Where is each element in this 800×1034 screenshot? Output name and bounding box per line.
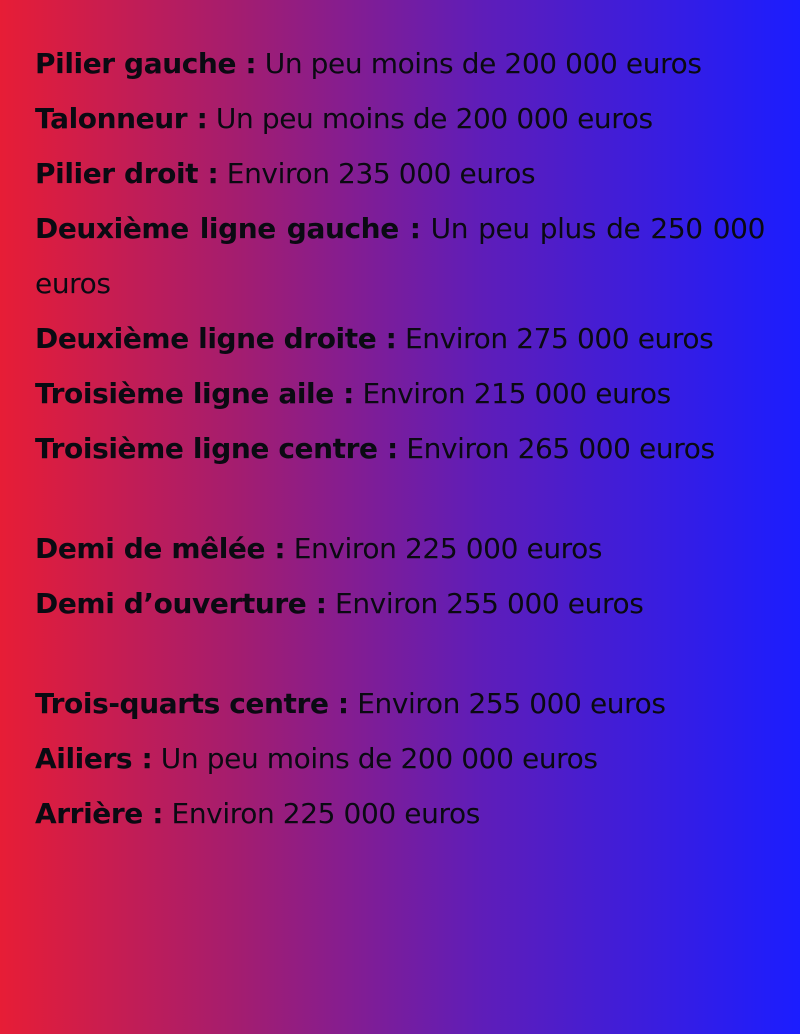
- salary-list: [35, 36, 765, 841]
- salary-item-pilier-droit: [35, 146, 765, 201]
- salary-value: Environ 225 000 euros: [171, 797, 480, 830]
- salary-item-arriere: [35, 786, 765, 841]
- salary-item-deuxieme-ligne-gauche: [35, 201, 765, 311]
- salary-label: Arrière :: [35, 797, 164, 830]
- salary-item-pilier-gauche: [35, 36, 765, 91]
- salary-item-talonneur: [35, 91, 765, 146]
- salary-item-troisieme-ligne-centre: [35, 421, 765, 476]
- salary-item-trois-quarts-centre: [35, 676, 765, 731]
- salary-value: Environ 275 000 euros: [404, 322, 714, 355]
- salary-value: Environ 215 000 euros: [362, 377, 671, 410]
- salary-label: Talonneur :: [35, 102, 208, 135]
- salary-label: Pilier gauche :: [35, 47, 257, 80]
- salary-item-ailiers: [35, 731, 765, 786]
- salary-value: Environ 265 000 euros: [406, 432, 715, 465]
- salary-item-demi-d-ouverture: [35, 576, 765, 631]
- salary-value: Un peu plus de 250 000 euros: [35, 212, 765, 300]
- salary-label: Pilier droit :: [35, 157, 219, 190]
- salary-value: Environ 255 000 euros: [335, 587, 644, 620]
- salary-label: Deuxième ligne droite :: [35, 322, 397, 355]
- salary-label: Trois-quarts centre :: [35, 687, 349, 720]
- salary-label: Demi de mêlée :: [35, 532, 286, 565]
- salary-label: Demi d’ouverture :: [35, 587, 327, 620]
- salary-value: Environ 255 000 euros: [357, 687, 666, 720]
- salary-item-demi-de-melee: [35, 521, 765, 576]
- salary-item-deuxieme-ligne-droite: [35, 311, 765, 366]
- salary-item-troisieme-ligne-aile: [35, 366, 765, 421]
- salary-value: Un peu moins de 200 000 euros: [264, 47, 702, 80]
- salary-value: Un peu moins de 200 000 euros: [215, 102, 653, 135]
- halves-group: [35, 521, 765, 631]
- forwards-group: [35, 36, 765, 476]
- salary-label: Troisième ligne centre :: [35, 432, 398, 465]
- salary-label: Ailiers :: [35, 742, 153, 775]
- salary-label: Deuxième ligne gauche :: [35, 212, 421, 245]
- salary-value: Environ 225 000 euros: [293, 532, 603, 565]
- backs-group: [35, 676, 765, 841]
- salary-label: Troisième ligne aile :: [35, 377, 354, 410]
- salary-value: Environ 235 000 euros: [226, 157, 536, 190]
- salary-value: Un peu moins de 200 000 euros: [160, 742, 598, 775]
